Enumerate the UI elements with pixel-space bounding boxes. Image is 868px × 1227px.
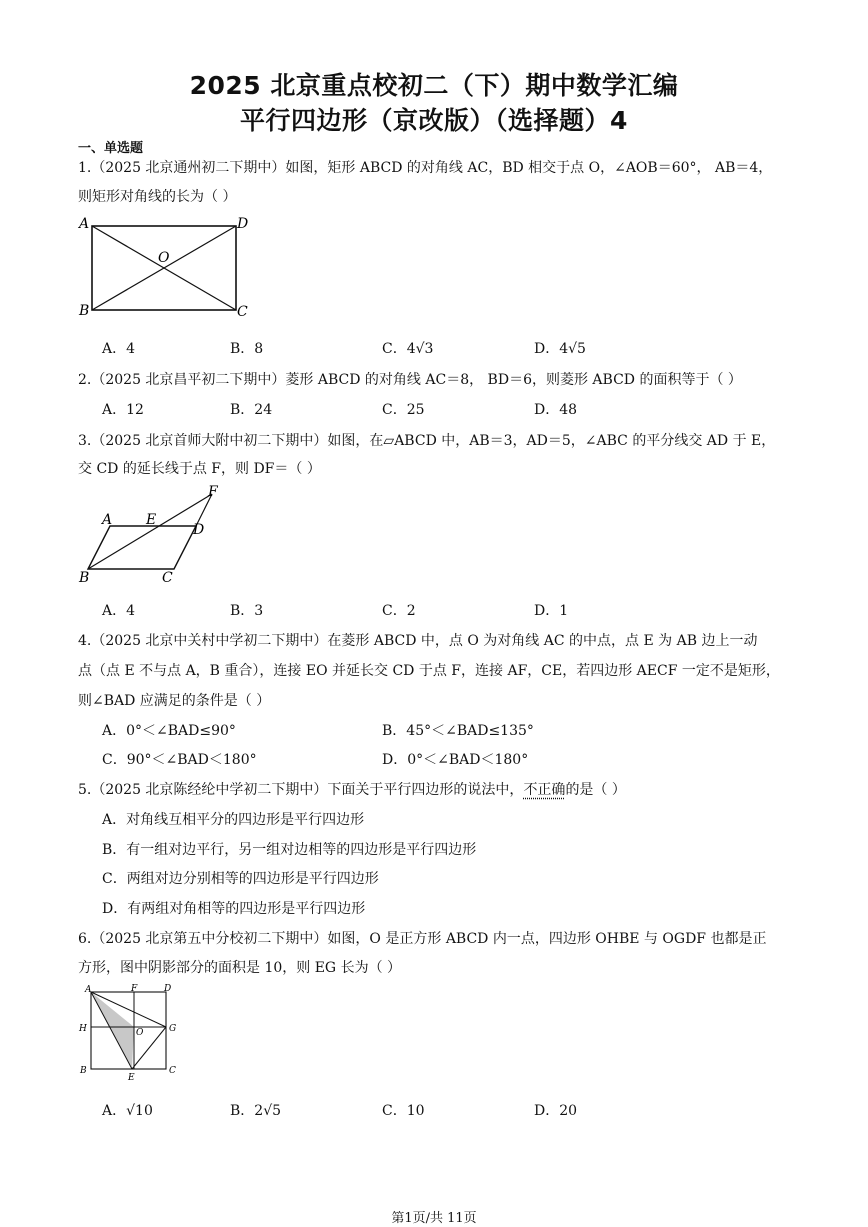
q6-option-a: A．√10: [102, 1103, 153, 1119]
q3-label-e: E: [146, 512, 157, 528]
q4-option-c: C．90°＜∠BAD＜180°: [102, 752, 257, 768]
q4-line2: 点（点 E 不与点 A，B 重合），连接 EO 并延长交 CD 于点 F，连接 AF，CE，若四边形 AECF 一定不是矩形，: [78, 663, 780, 679]
q6-label-c: C: [169, 1066, 176, 1076]
q1-label-o: O: [158, 250, 170, 266]
q1-label-a: A: [79, 216, 90, 232]
q1-rectangle-figure: [76, 212, 256, 320]
q6-option-c: C．10: [382, 1103, 425, 1119]
q6-option-d: D．20: [534, 1103, 578, 1119]
q6-line2: 方形，图中阴影部分的面积是 10，则 EG 长为（ ）: [78, 960, 402, 976]
q3-parallelogram-figure: [76, 484, 236, 588]
q6-line1: 6.（2025 北京第五中分校初二下期中）如图，O 是正方形 ABCD 内一点，四边形 OHBE 与 OGDF 也都是正: [78, 931, 767, 947]
q3-label-a: A: [102, 512, 113, 528]
q3-line2: 交 CD 的延长线于点 F，则 DF＝（ ）: [78, 461, 321, 477]
q1-label-b: B: [79, 303, 90, 319]
q5-option-a: A．对角线互相平分的四边形是平行四边形: [102, 812, 365, 828]
q4-option-b: B．45°＜∠BAD≤135°: [382, 723, 534, 739]
q6-label-g: G: [169, 1024, 177, 1034]
q2-option-a: A．12: [102, 402, 144, 418]
q1-label-d: D: [237, 216, 249, 232]
q4-line3: 则∠BAD 应满足的条件是（ ）: [78, 693, 271, 709]
q3-label-f: F: [208, 484, 218, 500]
q6-square-figure: [76, 982, 186, 1086]
q6-label-b: B: [80, 1066, 87, 1076]
q1-label-c: C: [237, 304, 248, 320]
q2-option-c: C．25: [382, 402, 425, 418]
q5-line1: 5.（2025 北京陈经纶中学初二下期中）下面关于平行四边形的说法中，不正确的是（ ）: [78, 782, 626, 798]
q3-label-d: D: [193, 522, 205, 538]
q6-option-b: B．2√5: [230, 1103, 282, 1119]
q3-option-b: B．3: [230, 603, 264, 619]
q1-option-d: D．4√5: [534, 341, 586, 357]
q6-label-f: F: [131, 984, 138, 994]
q3-line1: 3.（2025 北京首师大附中初二下期中）如图，在▱ABCD 中，AB＝3，AD＝5，∠ABC 的平分线交 AD 于 E，: [78, 433, 776, 449]
q3-option-d: D．1: [534, 603, 569, 619]
q1-line1: 1.（2025 北京通州初二下期中）如图，矩形 ABCD 的对角线 AC，BD 相交于点 O，∠AOB＝60°， AB＝4，: [78, 160, 773, 176]
section-heading: 一、单选题: [78, 141, 144, 156]
q3-label-c: C: [162, 570, 173, 586]
q6-label-h: H: [79, 1024, 87, 1034]
q5-option-d: D．有两组对角相等的四边形是平行四边形: [102, 901, 366, 917]
q3-option-c: C．2: [382, 603, 416, 619]
q1-option-a: A．4: [102, 341, 136, 357]
q6-label-a: A: [85, 985, 92, 995]
q4-line1: 4.（2025 北京中关村中学初二下期中）在菱形 ABCD 中，点 O 为对角线 AC 的中点，点 E 为 AB 边上一动: [78, 633, 758, 649]
q1-line2: 则矩形对角线的长为（ ）: [78, 189, 237, 205]
q2-option-d: D．48: [534, 402, 578, 418]
q3-option-a: A．4: [102, 603, 136, 619]
q6-label-e: E: [128, 1073, 135, 1083]
page-title-line2: 平行四边形（京改版）（选择题）4: [240, 106, 628, 135]
q5-emphasis: 不正确: [523, 782, 566, 798]
q1-option-c: C．4√3: [382, 341, 434, 357]
q5-option-b: B．有一组对边平行，另一组对边相等的四边形是平行四边形: [102, 842, 477, 858]
q1-option-b: B．8: [230, 341, 264, 357]
page-footer: 第1页/共 11页: [391, 1211, 477, 1226]
q3-label-b: B: [79, 570, 90, 586]
q6-label-o: O: [136, 1028, 144, 1038]
q4-option-a: A．0°＜∠BAD≤90°: [102, 723, 236, 739]
q2-line1: 2.（2025 北京昌平初二下期中）菱形 ABCD 的对角线 AC＝8， BD＝6，则菱形 ABCD 的面积等于（ ）: [78, 372, 742, 388]
page-title-line1: 2025 北京重点校初二（下）期中数学汇编: [189, 71, 679, 100]
q4-option-d: D．0°＜∠BAD＜180°: [382, 752, 529, 768]
q2-option-b: B．24: [230, 402, 273, 418]
q6-label-d: D: [164, 984, 172, 994]
q5-option-c: C．两组对边分别相等的四边形是平行四边形: [102, 871, 379, 887]
